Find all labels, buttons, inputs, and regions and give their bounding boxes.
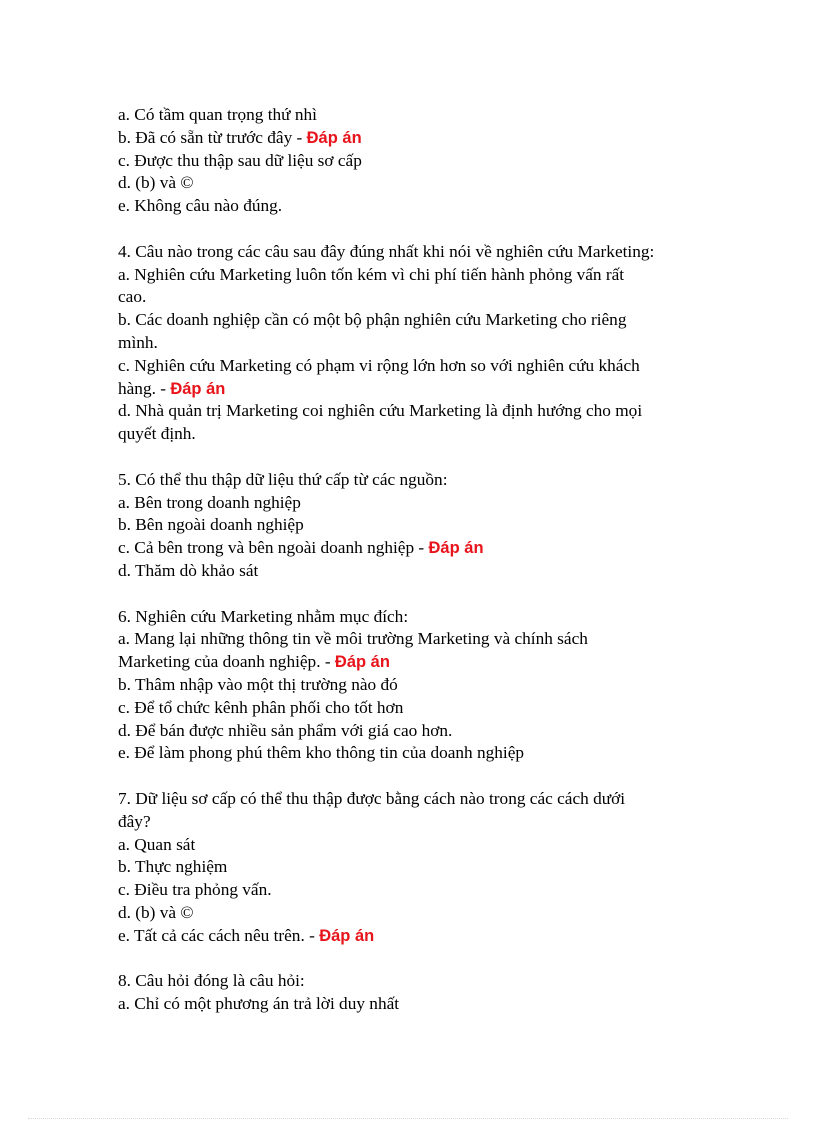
line-text: c. Được thu thập sau dữ liệu sơ cấp bbox=[118, 150, 362, 170]
option-line bbox=[118, 537, 718, 560]
option-line bbox=[118, 697, 718, 720]
line-text: 5. Có thể thu thập dữ liệu thứ cấp từ các nguồn: bbox=[118, 469, 448, 489]
answer-marker: Đáp án bbox=[170, 379, 226, 398]
option-line bbox=[118, 742, 718, 765]
question-text bbox=[118, 788, 718, 811]
line-text: 4. Câu nào trong các câu sau đây đúng nhất khi nói về nghiên cứu Marketing: bbox=[118, 241, 655, 261]
question-block-q8 bbox=[118, 970, 718, 1016]
option-line bbox=[118, 834, 718, 857]
answer-marker: Đáp án bbox=[306, 128, 362, 147]
option-line bbox=[118, 811, 718, 834]
line-text: d. Thăm dò khảo sát bbox=[118, 560, 259, 580]
option-line bbox=[118, 925, 718, 948]
option-line bbox=[118, 423, 718, 446]
option-line bbox=[118, 856, 718, 879]
answer-marker: Đáp án bbox=[334, 653, 390, 672]
option-line bbox=[118, 355, 718, 378]
line-text: 7. Dữ liệu sơ cấp có thể thu thập được bằng cách nào trong các cách dưới bbox=[118, 788, 626, 808]
question-block-q5 bbox=[118, 469, 718, 583]
line-text: b. Đã có sẵn từ trước đây - bbox=[118, 127, 303, 147]
option-line bbox=[118, 264, 718, 287]
option-line bbox=[118, 127, 718, 150]
line-text: b. Các doanh nghiệp cần có một bộ phận nghiên cứu Marketing cho riêng bbox=[118, 310, 627, 330]
option-line bbox=[118, 560, 718, 583]
option-line bbox=[118, 378, 718, 401]
line-text: e. Không câu nào đúng. bbox=[118, 196, 283, 216]
line-text: d. Để bán được nhiều sản phẩm với giá cao hơn. bbox=[118, 720, 453, 740]
option-line bbox=[118, 514, 718, 537]
line-text: c. Cả bên trong và bên ngoài doanh nghiệp - bbox=[118, 538, 425, 558]
question-block-q6 bbox=[118, 606, 718, 766]
document-page bbox=[118, 104, 718, 1039]
question-text bbox=[118, 970, 718, 993]
page-bottom-divider bbox=[28, 1118, 788, 1120]
option-line bbox=[118, 104, 718, 127]
line-text: d. (b) và © bbox=[118, 902, 194, 922]
option-line bbox=[118, 286, 718, 309]
option-line bbox=[118, 674, 718, 697]
line-text: Marketing của doanh nghiệp. - bbox=[118, 652, 331, 672]
line-text: c. Điều tra phỏng vấn. bbox=[118, 880, 272, 900]
line-text: 8. Câu hỏi đóng là câu hỏi: bbox=[118, 971, 305, 991]
question-block-q7 bbox=[118, 788, 718, 948]
question-text bbox=[118, 606, 718, 629]
option-line bbox=[118, 651, 718, 674]
option-line bbox=[118, 195, 718, 218]
line-text: c. Nghiên cứu Marketing có phạm vi rộng lớn hơn so với nghiên cứu khách bbox=[118, 355, 640, 375]
option-line bbox=[118, 628, 718, 651]
option-line bbox=[118, 879, 718, 902]
option-line bbox=[118, 309, 718, 332]
line-text: hàng. - bbox=[118, 378, 166, 398]
line-text: 6. Nghiên cứu Marketing nhằm mục đích: bbox=[118, 606, 409, 626]
line-text: e. Tất cả các cách nêu trên. - bbox=[118, 925, 315, 945]
line-text: d. (b) và © bbox=[118, 173, 194, 193]
option-line bbox=[118, 720, 718, 743]
line-text: b. Thâm nhập vào một thị trường nào đó bbox=[118, 674, 398, 694]
option-line bbox=[118, 993, 718, 1016]
line-text: d. Nhà quản trị Marketing coi nghiên cứu Marketing là định hướng cho mọi bbox=[118, 401, 643, 421]
line-text: quyết định. bbox=[118, 424, 196, 444]
line-text: mình. bbox=[118, 332, 158, 352]
question-text bbox=[118, 241, 718, 264]
option-line bbox=[118, 172, 718, 195]
answer-marker: Đáp án bbox=[428, 539, 484, 558]
line-text: a. Có tầm quan trọng thứ nhì bbox=[118, 105, 317, 124]
line-text: b. Bên ngoài doanh nghiệp bbox=[118, 515, 304, 535]
option-line bbox=[118, 902, 718, 925]
option-line bbox=[118, 400, 718, 423]
line-text: a. Quan sát bbox=[118, 834, 196, 854]
line-text: đây? bbox=[118, 811, 151, 831]
question-block-q3-options bbox=[118, 104, 718, 218]
question-text bbox=[118, 469, 718, 492]
line-text: a. Bên trong doanh nghiệp bbox=[118, 492, 301, 512]
line-text: c. Để tổ chức kênh phân phối cho tốt hơn bbox=[118, 697, 404, 717]
line-text: e. Để làm phong phú thêm kho thông tin của doanh nghiệp bbox=[118, 743, 525, 763]
line-text: b. Thực nghiệm bbox=[118, 857, 228, 877]
option-line bbox=[118, 332, 718, 355]
line-text: a. Nghiên cứu Marketing luôn tốn kém vì chi phí tiến hành phỏng vấn rất bbox=[118, 264, 625, 284]
option-line bbox=[118, 492, 718, 515]
line-text: cao. bbox=[118, 287, 147, 307]
question-block-q4 bbox=[118, 241, 718, 446]
line-text: a. Chỉ có một phương án trả lời duy nhất bbox=[118, 994, 400, 1014]
answer-marker: Đáp án bbox=[319, 926, 375, 945]
option-line bbox=[118, 150, 718, 173]
line-text: a. Mang lại những thông tin về môi trường Marketing và chính sách bbox=[118, 629, 588, 649]
